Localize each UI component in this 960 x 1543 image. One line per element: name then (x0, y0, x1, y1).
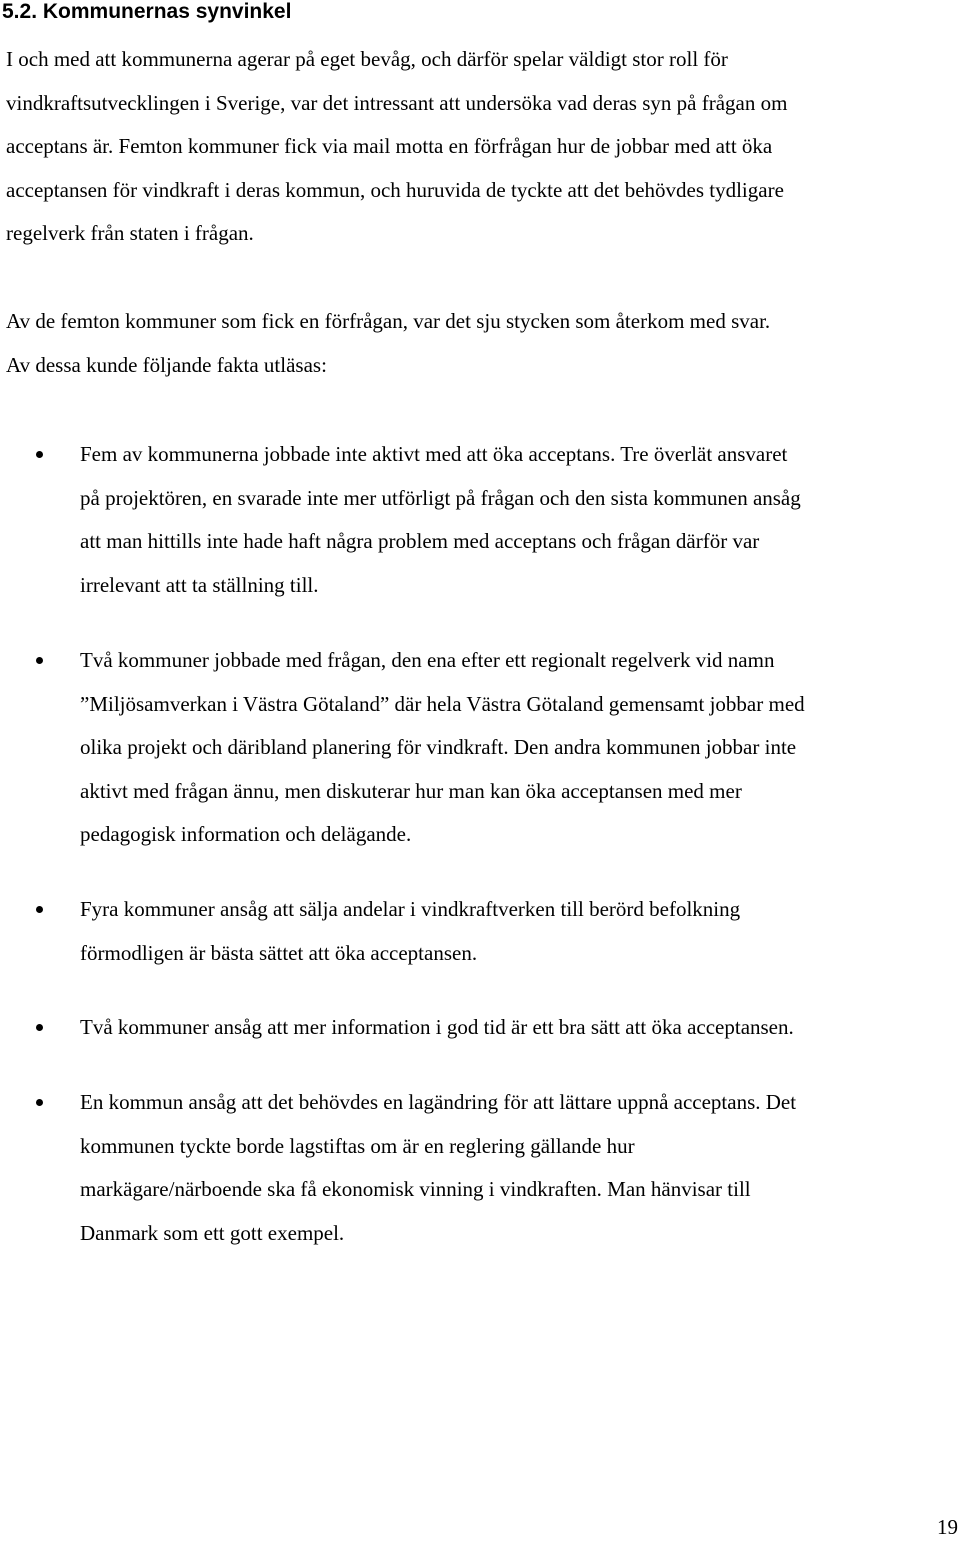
finding-line: En kommun ansåg att det behövdes en lagändring för att lättare uppnå acceptans. Det (80, 1090, 797, 1114)
finding-line: Två kommuner jobbade med frågan, den ena efter ett regionalt regelverk vid namn (80, 648, 775, 672)
finding-line: pedagogisk information och delägande. (80, 822, 412, 846)
intro-line: acceptans är. Femton kommuner fick via mail motta en förfrågan hur de jobbar med att öka (6, 134, 773, 158)
finding-text (80, 433, 955, 607)
finding-text (80, 1081, 955, 1255)
responses-paragraph (6, 300, 954, 387)
finding-line: att man hittills inte hade haft några problem med acceptans och frågan därför var (80, 529, 760, 553)
section-heading: 5.2. Kommunernas synvinkel (2, 0, 292, 23)
finding-line: förmodligen är bästa sättet att öka acceptansen. (80, 940, 478, 965)
finding-line: markägare/närboende ska få ekonomisk vinning i vindkraften. Man hänvisar till (80, 1177, 751, 1201)
finding-text (80, 639, 955, 857)
finding-line: olika projekt och däribland planering för vindkraft. Den andra kommunen jobbar inte (80, 735, 797, 759)
finding-text (80, 888, 955, 975)
intro-paragraph (6, 38, 954, 256)
finding-line: Fem av kommunerna jobbade inte aktivt med att öka acceptans. Tre överlät ansvaret (80, 442, 788, 466)
responses-line: Av dessa kunde följande fakta utläsas: (6, 352, 327, 377)
finding-line: Två kommuner ansåg att mer information i god tid är ett bra sätt att öka acceptansen. (80, 1015, 794, 1039)
bullet-icon (36, 451, 43, 458)
finding-line: irrelevant att ta ställning till. (80, 572, 319, 597)
bullet-icon (36, 906, 43, 913)
bullet-icon (36, 1099, 43, 1106)
finding-line: kommunen tyckte borde lagstiftas om är en reglering gällande hur (80, 1133, 635, 1158)
intro-line: acceptansen för vindkraft i deras kommun, och huruvida de tyckte att det behövdes tydligare (6, 177, 784, 202)
finding-line: Danmark som ett gott exempel. (80, 1220, 345, 1245)
bullet-icon (36, 657, 43, 664)
intro-line: I och med att kommunerna agerar på eget bevåg, och därför spelar väldigt stor roll för (6, 47, 728, 71)
finding-line: ”Miljösamverkan i Västra Götaland” där hela Västra Götaland gemensamt jobbar med (80, 691, 805, 716)
finding-line: på projektören, en svarade inte mer utförligt på frågan och den sista kommunen ansåg (80, 485, 801, 510)
finding-line: aktivt med frågan ännu, men diskuterar hur man kan öka acceptansen med mer (80, 778, 742, 803)
intro-line: vindkraftsutvecklingen i Sverige, var det intressant att undersöka vad deras syn på frågan om (6, 90, 788, 115)
bullet-icon (36, 1024, 43, 1031)
finding-line: Fyra kommuner ansåg att sälja andelar i vindkraftverken till berörd befolkning (80, 897, 741, 921)
responses-line: Av de femton kommuner som fick en förfrågan, var det sju stycken som återkom med svar. (6, 309, 771, 333)
intro-line: regelverk från staten i frågan. (6, 221, 254, 245)
finding-text (80, 1006, 955, 1050)
page-number: 19 (937, 1515, 958, 1539)
